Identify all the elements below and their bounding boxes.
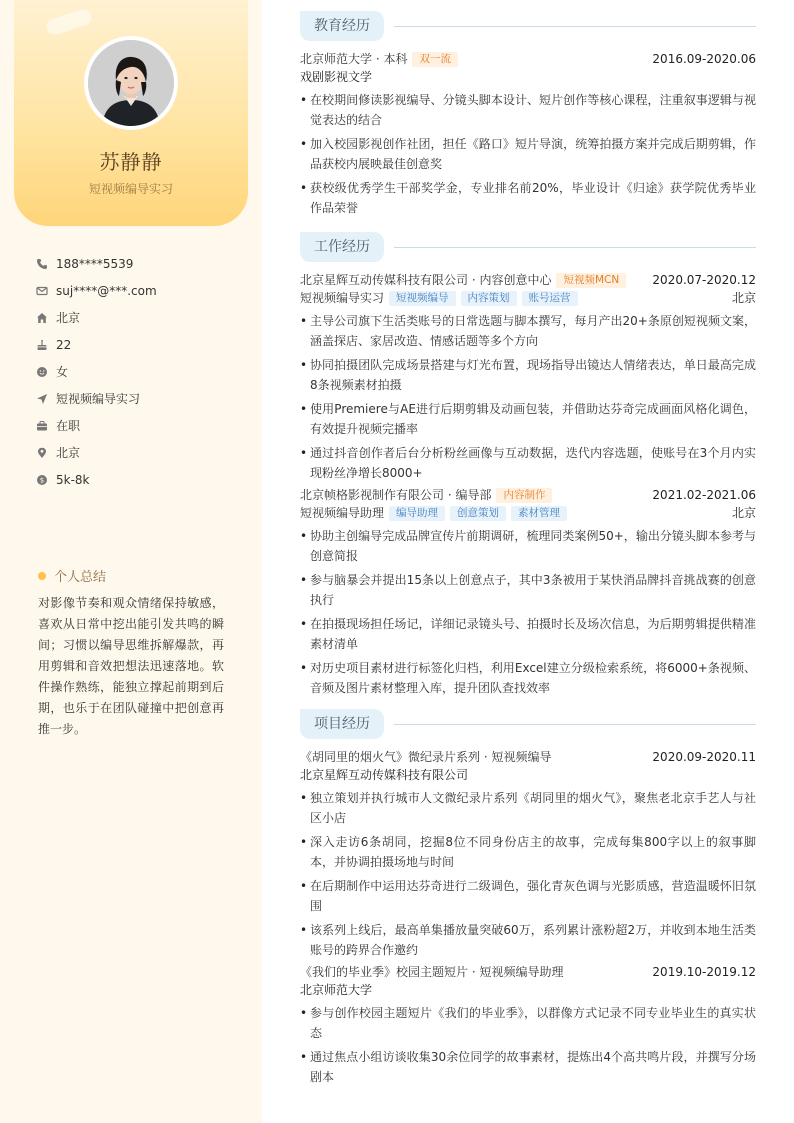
list-item: • 对历史项目素材进行标签化归档，利用Excel建立分级检索系统，将6000+条视频、音频及图片素材整理入库，提升团队查找效率 (300, 658, 756, 698)
list-item: • 参与脑暴会并提出15条以上创意点子，其中3条被用于某快消品牌抖音挑战赛的创意执行 (300, 570, 756, 610)
projects-section (300, 709, 756, 1087)
project-1-header-row (300, 748, 756, 766)
info-email (36, 277, 246, 304)
list-item: • 加入校园影视创作社团，担任《路口》短片导演，统筹拍摄方案并完成后期剪辑，作品获校内展映最佳创意奖 (300, 134, 756, 174)
job-1-header-row (300, 271, 756, 289)
target-job-text: 短视频编导实习 (56, 392, 141, 406)
home-icon (36, 312, 48, 324)
summary-title: 个人总结 (54, 570, 107, 585)
list-item: • 协助主创编导完成品牌宣传片前期调研，梳理同类案例50+，输出分镜头脚本参考与创意简报 (300, 526, 756, 566)
contact-info (36, 250, 246, 493)
education-title: 教育经历 (300, 11, 384, 41)
list-item: • 在拍摄现场担任场记，详细记录镜头号、拍摄时长及场次信息，为后期剪辑提供精准素材清单 (300, 614, 756, 654)
info-age (36, 331, 246, 358)
send-icon (36, 393, 48, 405)
work-title: 工作经历 (300, 232, 384, 262)
decorative-shape (45, 7, 94, 36)
info-gender (36, 358, 246, 385)
job-2-company: 北京帧格影视制作有限公司 · 编导部 (300, 488, 492, 502)
job-1-tag: 短视频MCN (556, 273, 626, 288)
job-1-role: 短视频编导实习 (300, 291, 385, 305)
job-2-tag: 内容制作 (496, 488, 552, 503)
profile-name: 苏静静 (99, 150, 163, 174)
gender-text: 女 (56, 365, 69, 379)
avatar (88, 40, 174, 126)
skill-tag: 账号运营 (522, 291, 578, 306)
project-2-name: 《我们的毕业季》校园主题短片 · 短视频编导助理 (300, 965, 564, 979)
salary-text: 5k-8k (56, 472, 90, 487)
job-2-bullets (300, 526, 756, 698)
briefcase-icon (36, 420, 48, 432)
job-2-role-row (300, 504, 756, 522)
profile-job-title: 短视频编导实习 (88, 182, 173, 196)
skill-tag: 短视频编导 (389, 291, 456, 306)
skill-tag: 素材管理 (511, 506, 567, 521)
info-status (36, 412, 246, 439)
project-2-org: 北京师范大学 (300, 983, 373, 997)
section-divider (394, 247, 756, 248)
job-1-date: 2020.07-2020.12 (652, 273, 756, 287)
job-1-bullets (300, 311, 756, 483)
education-tag: 双一流 (412, 52, 458, 67)
job-2-city: 北京 (731, 506, 756, 520)
home-text: 北京 (56, 311, 81, 325)
list-item: • 通过抖音创作者后台分析粉丝画像与互动数据，迭代内容选题，使账号在3个月内实现粉丝净增长8000+ (300, 443, 756, 483)
job-1-role-row (300, 289, 756, 307)
info-salary (36, 466, 246, 493)
phone-text: 188****5539 (56, 256, 134, 271)
education-section (300, 11, 756, 218)
list-item: • 参与创作校园主题短片《我们的毕业季》，以群像方式记录不同专业毕业生的真实状态 (300, 1003, 756, 1043)
info-home (36, 304, 246, 331)
education-bullets (300, 90, 756, 218)
project-1-date: 2020.09-2020.11 (652, 750, 756, 764)
info-phone (36, 250, 246, 277)
section-divider (394, 26, 756, 27)
location-text: 北京 (56, 446, 81, 460)
summary-text: 对影像节奏和观众情绪保持敏感，喜欢从日常中挖出能引发共鸣的瞬间；习惯以编导思维拆解爆款，再用剪辑和音效把想法迅速落地。软件操作熟练，能独立撑起前期到后期，也乐于在团队碰撞中把创意再推一步。 (38, 596, 224, 736)
info-location (36, 439, 246, 466)
avatar-photo-icon (88, 40, 174, 126)
phone-icon (36, 258, 48, 270)
project-1-name: 《胡同里的烟火气》微纪录片系列 · 短视频编导 (300, 750, 552, 764)
location-icon (36, 447, 48, 459)
projects-heading (300, 709, 756, 739)
list-item: • 通过焦点小组访谈收集30余位同学的故事素材，提炼出4个高共鸣片段，并撰写分场剧本 (300, 1047, 756, 1087)
summary-dot-icon (38, 572, 46, 580)
list-item: • 该系列上线后，最高单集播放量突破60万，系列累计涨粉超2万，并收到本地生活类账号的跨界合作邀约 (300, 920, 756, 960)
mail-icon (36, 285, 48, 297)
email-text: suj****@***.com (56, 283, 157, 298)
project-1-bullets (300, 788, 756, 960)
education-major: 戏剧影视文学 (300, 70, 373, 84)
job-1-city: 北京 (731, 291, 756, 305)
list-item: • 在校期间修读影视编导、分镜头脚本设计、短片创作等核心课程，注重叙事逻辑与视觉表达的结合 (300, 90, 756, 130)
age-text: 22 (56, 337, 72, 352)
cake-icon (36, 339, 48, 351)
skill-tag: 编导助理 (389, 506, 445, 521)
education-heading (300, 11, 756, 41)
sidebar (0, 0, 262, 1123)
job-2-role: 短视频编导助理 (300, 506, 385, 520)
gender-icon (36, 366, 48, 378)
list-item: • 深入走访6条胡同，挖掘8位不同身份店主的故事，完成每集800字以上的叙事脚本，并协调拍摄场地与时间 (300, 832, 756, 872)
work-section (300, 232, 756, 698)
list-item: • 获校级优秀学生干部奖学金，专业排名前20%，毕业设计《归途》获学院优秀毕业作品荣誉 (300, 178, 756, 218)
job-2-header-row (300, 486, 756, 504)
project-2-header-row (300, 963, 756, 981)
status-text: 在职 (56, 419, 81, 433)
salary-icon (36, 474, 48, 486)
skill-tag: 内容策划 (461, 291, 517, 306)
project-2-date: 2019.10-2019.12 (652, 965, 756, 979)
svg-text:$: $ (39, 476, 45, 485)
skill-tag: 创意策划 (450, 506, 506, 521)
list-item: • 独立策划并执行城市人文微纪录片系列《胡同里的烟火气》，聚焦老北京手艺人与社区小店 (300, 788, 756, 828)
list-item: • 协同拍摄团队完成场景搭建与灯光布置，现场指导出镜达人情绪表达，单日最高完成8条视频素材拍摄 (300, 355, 756, 395)
list-item: • 主导公司旗下生活类账号的日常选题与脚本撰写，每月产出20+条原创短视频文案，涵盖探店、家居改造、情感话题等多个方向 (300, 311, 756, 351)
summary-heading (38, 566, 106, 585)
list-item: • 使用Premiere与AE进行后期剪辑及动画包装，并借助达芬奇完成画面风格化调色，有效提升视频完播率 (300, 399, 756, 439)
education-date: 2016.09-2020.06 (652, 52, 756, 66)
job-1-company: 北京星辉互动传媒科技有限公司 · 内容创意中心 (300, 273, 552, 287)
project-2-bullets (300, 1003, 756, 1087)
education-header-row (300, 50, 756, 68)
project-1-org: 北京星辉互动传媒科技有限公司 (300, 768, 469, 782)
projects-title: 项目经历 (300, 709, 384, 739)
section-divider (394, 724, 756, 725)
education-school: 北京师范大学 · 本科 (300, 52, 408, 66)
avatar-frame (84, 36, 178, 130)
job-2-date: 2021.02-2021.06 (652, 488, 756, 502)
list-item: • 在后期制作中运用达芬奇进行二级调色，强化青灰色调与光影质感，营造温暖怀旧氛围 (300, 876, 756, 916)
info-target-job (36, 385, 246, 412)
work-heading (300, 232, 756, 262)
